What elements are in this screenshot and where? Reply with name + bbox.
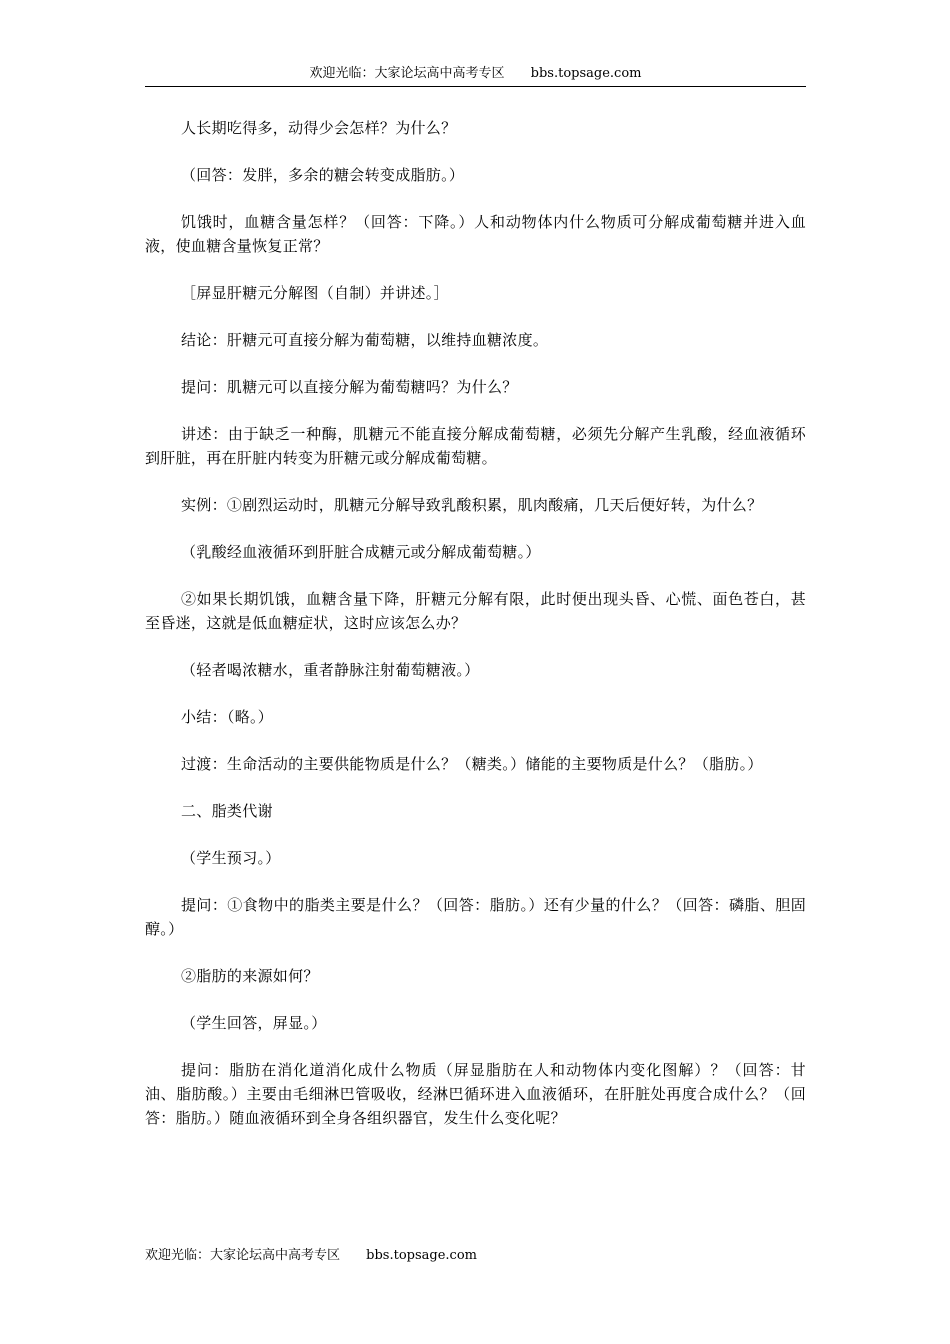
page-footer: [145, 1246, 477, 1266]
paragraph: ［屏显肝糖元分解图（自制）并讲述。］: [181, 284, 449, 302]
document-body: [145, 116, 806, 1153]
paragraph: （学生预习。）: [181, 849, 281, 867]
paragraph: ②脂肪的来源如何？: [181, 967, 319, 985]
section-heading: 二、脂类代谢: [181, 802, 273, 820]
paragraph: （轻者喝浓糖水，重者静脉注射葡萄糖液。）: [181, 661, 480, 679]
paragraph: 讲述：由于缺乏一种酶，肌糖元不能直接分解成葡萄糖，必须先分解产生乳酸，经血液循环到肝脏，再在肝脏内转变为肝糖元或分解成葡萄糖。: [145, 425, 806, 467]
paragraph: 人长期吃得多，动得少会怎样？为什么？: [181, 119, 457, 137]
paragraph: （乳酸经血液循环到肝脏合成糖元或分解成葡萄糖。）: [181, 543, 541, 561]
paragraph: 实例：①剧烈运动时，肌糖元分解导致乳酸积累，肌肉酸痛，几天后便好转，为什么？: [181, 496, 763, 514]
header-site-name: 欢迎光临：大家论坛高中高考专区: [309, 66, 505, 81]
paragraph: ②如果长期饥饿，血糖含量下降，肝糖元分解有限，此时便出现头昏、心慌、面色苍白，甚至昏迷，这就是低血糖症状，这时应该怎么办？: [145, 590, 806, 632]
paragraph: 饥饿时，血糖含量怎样？（回答：下降。）人和动物体内什么物质可分解成葡萄糖并进入血液，使血糖含量恢复正常？: [145, 213, 806, 255]
header-url-link[interactable]: bbs.topsage.com: [530, 66, 642, 81]
paragraph: （回答：发胖，多余的糖会转变成脂肪。）: [181, 166, 465, 184]
page-header: [145, 64, 806, 87]
paragraph: 提问：①食物中的脂类主要是什么？（回答：脂肪。）还有少量的什么？（回答：磷脂、胆固醇。）: [145, 896, 806, 938]
paragraph: 提问：脂肪在消化道消化成什么物质（屏显脂肪在人和动物体内变化图解）？（回答：甘油、脂肪酸。）主要由毛细淋巴管吸收，经淋巴循环进入血液循环，在肝脏处再度合成什么？（回答：脂肪。）随血液循环到全身各组织器官，发生什么变化呢？: [145, 1061, 806, 1127]
paragraph: 提问：肌糖元可以直接分解为葡萄糖吗？为什么？: [181, 378, 518, 396]
paragraph: 结论：肝糖元可直接分解为葡萄糖，以维持血糖浓度。: [181, 331, 549, 349]
paragraph: （学生回答，屏显。）: [181, 1014, 327, 1032]
paragraph: 小结：（略。）: [181, 708, 274, 726]
paragraph: 过渡：生命活动的主要供能物质是什么？（糖类。）储能的主要物质是什么？（脂肪。）: [181, 755, 763, 773]
footer-site-name: 欢迎光临：大家论坛高中高考专区: [145, 1248, 341, 1263]
footer-url-link[interactable]: bbs.topsage.com: [366, 1248, 477, 1263]
